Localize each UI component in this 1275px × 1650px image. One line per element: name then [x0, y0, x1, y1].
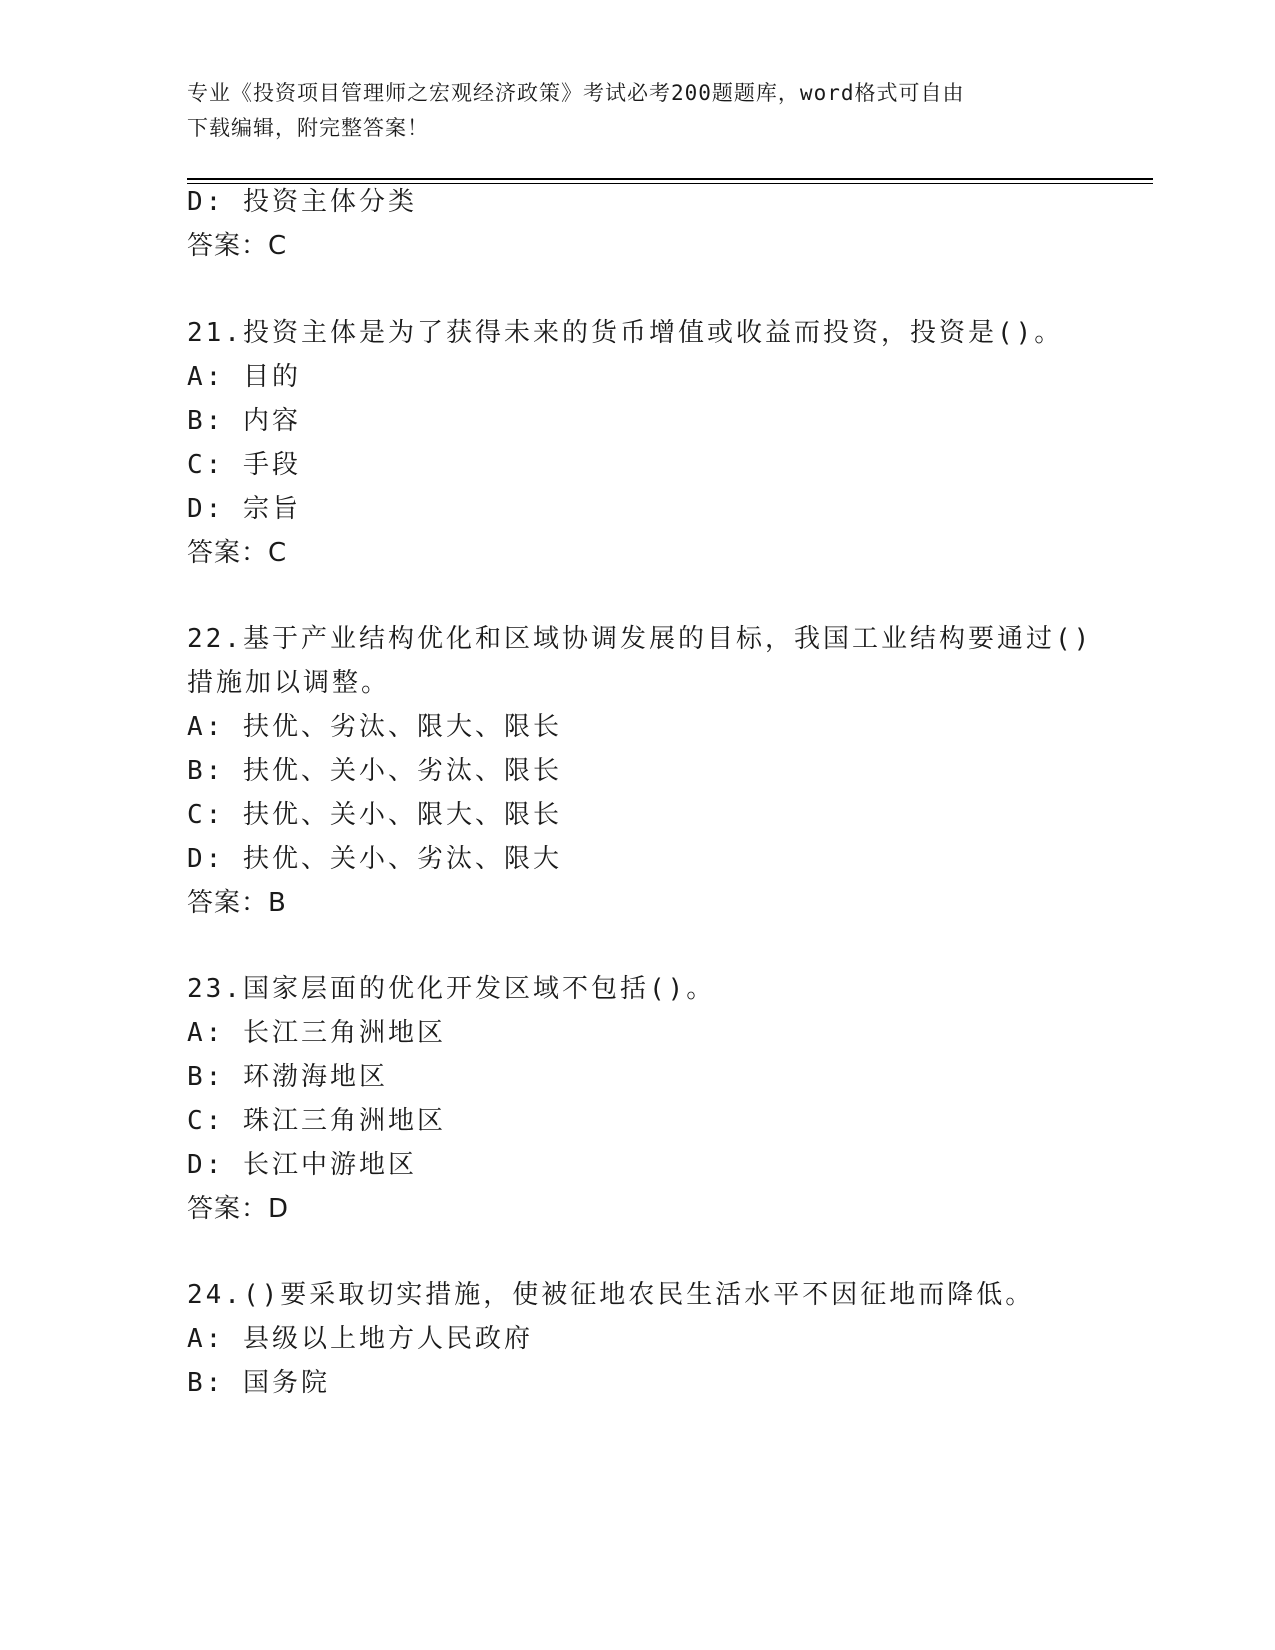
q22-option-c: C: 扶优、关小、限大、限长: [187, 800, 562, 830]
header-divider-thick: [187, 178, 1153, 180]
prev-option-d: D: 投资主体分类: [187, 187, 417, 217]
q23-option-d: D: 长江中游地区: [187, 1150, 417, 1180]
header-line-2: 下载编辑，附完整答案！: [187, 116, 429, 140]
q22-stem-line-1: 22.基于产业结构优化和区域协调发展的目标，我国工业结构要通过(): [187, 624, 1093, 654]
q21-option-b: B: 内容: [187, 406, 301, 436]
q21-option-c: C: 手段: [187, 450, 301, 480]
q22-option-b: B: 扶优、关小、劣汰、限长: [187, 756, 562, 786]
q22-answer: 答案：B: [187, 888, 287, 918]
q24-option-a: A: 县级以上地方人民政府: [187, 1324, 533, 1354]
q22-option-d: D: 扶优、关小、劣汰、限大: [187, 844, 562, 874]
q23-option-c: C: 珠江三角洲地区: [187, 1106, 446, 1136]
q21-option-d: D: 宗旨: [187, 494, 301, 524]
q23-stem: 23.国家层面的优化开发区域不包括()。: [187, 974, 716, 1004]
q24-stem: 24.()要采取切实措施，使被征地农民生活水平不因征地而降低。: [187, 1280, 1035, 1310]
q21-stem: 21.投资主体是为了获得未来的货币增值或收益而投资，投资是()。: [187, 318, 1064, 348]
q21-answer: 答案：C: [187, 538, 288, 568]
header-line-1: 专业《投资项目管理师之宏观经济政策》考试必考200题题库，word格式可自由: [187, 81, 965, 105]
q22-stem-line-2: 措施加以调整。: [187, 668, 391, 698]
q23-answer: 答案：D: [187, 1194, 290, 1224]
q21-option-a: A: 目的: [187, 362, 301, 392]
prev-answer: 答案：C: [187, 231, 288, 261]
q22-option-a: A: 扶优、劣汰、限大、限长: [187, 712, 562, 742]
q23-option-a: A: 长江三角洲地区: [187, 1018, 446, 1048]
header-divider-thin: [187, 183, 1153, 184]
document-header: [187, 76, 1067, 146]
q24-option-b: B: 国务院: [187, 1368, 330, 1398]
q23-option-b: B: 环渤海地区: [187, 1062, 388, 1092]
